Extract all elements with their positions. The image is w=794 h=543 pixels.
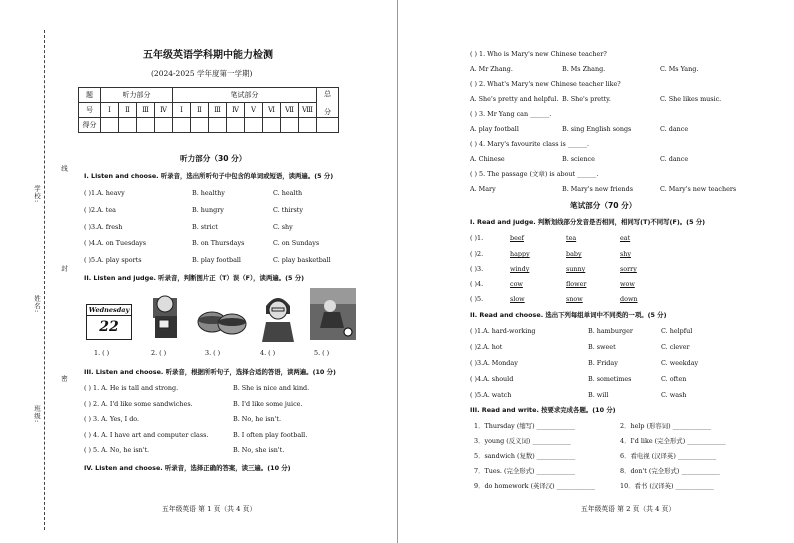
word: baby (566, 250, 582, 258)
section-3-heading: III. Listen and choose. 听录音，根据所听句子，选择合适的答语，读两遍。(10 分) (84, 368, 336, 376)
word: beef (510, 234, 525, 242)
table-num: Ⅲ (209, 103, 227, 118)
word: slow (510, 295, 525, 303)
question: ( ) 4. A. I have art and computer class. (84, 431, 209, 439)
option: C. shy (273, 223, 293, 231)
answer-blank[interactable]: 5. ( ) (314, 349, 330, 357)
option: C. dance (660, 125, 689, 133)
question: ( )2. (470, 250, 484, 258)
question: ( ) 2. A. I'd like some sandwiches. (84, 400, 193, 408)
page-title: 五年级英语学科期中能力检测 (143, 50, 273, 61)
question: ( ) 1. A. He is tall and strong. (84, 384, 179, 392)
option: A. Mr Zhang. (470, 65, 513, 73)
score-table (78, 87, 339, 133)
page-footer: 五年级英语 第 1 页（共 4 页） (162, 505, 257, 513)
question: ( ) 5. A. No, he isn't. (84, 446, 150, 454)
option: A. She's pretty and helpful. (470, 95, 559, 103)
option: B. I often play football. (233, 431, 308, 439)
score-cell[interactable] (299, 118, 317, 133)
option: C. health (273, 189, 303, 197)
answer-blank[interactable]: 2. ( ) (151, 349, 167, 357)
option: B. strict (192, 223, 218, 231)
option: B. on Thursdays (192, 239, 245, 247)
score-cell[interactable] (191, 118, 209, 133)
calendar-picture (86, 304, 132, 340)
option: B. I'd like some juice. (233, 400, 303, 408)
table-num: Ⅵ (263, 103, 281, 118)
writing-header: 笔试部分（70 分） (570, 201, 637, 210)
question: ( ) 1. Who is Mary's new Chinese teacher? (470, 50, 607, 58)
table-num: Ⅱ (191, 103, 209, 118)
answer-blank[interactable]: 4. ( ) (260, 349, 276, 357)
answer-blank[interactable]: 3. ( ) (205, 349, 221, 357)
table-num: Ⅰ (101, 103, 119, 118)
question: ( )1. (470, 234, 484, 242)
fill-item[interactable]: 6．看电视 (汉译英) ____________ (620, 452, 717, 460)
option: C. often (661, 375, 687, 383)
word: sorry (620, 265, 637, 273)
word: flower (566, 280, 587, 288)
table-listening: 听力部分 (101, 88, 173, 103)
option: B. She is nice and kind. (233, 384, 310, 392)
table-num: Ⅰ (173, 103, 191, 118)
option: B. She's pretty. (562, 95, 611, 103)
word: tea (566, 234, 577, 242)
word: windy (510, 265, 530, 273)
option: C. dance (660, 155, 689, 163)
question: ( )1.A. heavy (84, 189, 125, 197)
question: ( ) 3. Mr Yang can ______. (470, 110, 552, 118)
fill-item[interactable]: 9．do homework (英译汉) ____________ (474, 482, 596, 490)
word: cow (510, 280, 523, 288)
score-cell[interactable] (317, 118, 339, 133)
question: ( ) 5. The passage (文章) is about ______. (470, 170, 599, 178)
score-cell[interactable] (173, 118, 191, 133)
writing-2-heading: II. Read and choose. 选出下列每组单词中不同类的一项。(5 分) (470, 311, 667, 319)
option: B. hamburger (588, 327, 633, 335)
question: ( ) 3. A. Yes, I do. (84, 415, 140, 423)
option: C. weekday (661, 359, 699, 367)
option: C. Ms Yang. (660, 65, 699, 73)
score-cell[interactable] (209, 118, 227, 133)
word: wow (620, 280, 635, 288)
option: B. sometimes (588, 375, 632, 383)
calendar-day: Wednesday (88, 306, 130, 314)
question: ( )3. (470, 265, 484, 273)
table-head-1: 题 (79, 88, 101, 103)
score-cell[interactable] (101, 118, 119, 133)
score-cell[interactable] (281, 118, 299, 133)
sandwiches-picture (196, 302, 248, 340)
score-cell[interactable] (155, 118, 173, 133)
option: C. clever (661, 343, 690, 351)
writing-3-heading: III. Read and write. 按要求完成各题。(10 分) (470, 406, 616, 414)
fill-item[interactable]: 7．Tues. (完全形式) ____________ (474, 467, 575, 475)
option: C. wash (661, 391, 687, 399)
word: down (620, 295, 638, 303)
question: ( )5.A. watch (470, 391, 512, 399)
fill-item[interactable]: 8．don't (完全形式) ____________ (620, 467, 720, 475)
option: C. She likes music. (660, 95, 722, 103)
option: B. Ms Zhang. (562, 65, 606, 73)
teacher-picture (258, 290, 298, 342)
option: B. No, he isn't. (233, 415, 281, 423)
question: ( )2.A. tea (84, 206, 116, 214)
table-head-2: 号 (79, 103, 101, 118)
score-cell[interactable] (137, 118, 155, 133)
option: C. thirsty (273, 206, 303, 214)
binding-line (44, 30, 45, 530)
section-4-heading: IV. Listen and choose. 听录音，选择正确的答案，读三遍。(10 分) (84, 464, 291, 472)
section-1-heading: I. Listen and choose. 听录音，选出所听句子中包含的单词或短语，读两遍。(5 分) (84, 172, 334, 180)
table-num: Ⅲ (137, 103, 155, 118)
question: ( )5. (470, 295, 484, 303)
fill-item[interactable]: 3．young (反义词) ____________ (474, 437, 571, 445)
table-num: Ⅱ (119, 103, 137, 118)
mark-line: 线 (60, 165, 68, 173)
word: eat (620, 234, 631, 242)
question: ( )1.A. hard-working (470, 327, 536, 335)
score-cell[interactable] (263, 118, 281, 133)
option: B. hungry (192, 206, 224, 214)
fill-item[interactable]: 2．help (形容词) ____________ (620, 422, 712, 430)
option: C. Mary's new teachers (660, 185, 737, 193)
question: ( )5.A. play sports (84, 256, 142, 264)
word: sunny (566, 265, 586, 273)
class-label: 班级: (33, 405, 41, 424)
question: ( )2.A. hot (470, 343, 503, 351)
table-num: Ⅴ (245, 103, 263, 118)
question: ( ) 2. What's Mary's new Chinese teacher like? (470, 80, 621, 88)
section-2-heading: II. Listen and judge. 听录音，判断图片正（T）误（F），读两遍。(5 分) (84, 274, 305, 282)
fill-item[interactable]: 5．sandwich (复数) ____________ (474, 452, 576, 460)
option: A. Chinese (470, 155, 505, 163)
table-num: Ⅷ (299, 103, 317, 118)
question: ( ) 4. Mary's favourite class is ______. (470, 140, 590, 148)
option: B. Friday (588, 359, 618, 367)
page-subtitle: (2024-2025 学年度第一学期) (151, 69, 253, 78)
word: shy (620, 250, 632, 258)
option: B. play football (192, 256, 241, 264)
question: ( )3.A. fresh (84, 223, 123, 231)
table-score-label: 得分 (79, 118, 101, 133)
boy-football-picture (310, 288, 356, 340)
mark-secret: 密 (60, 375, 68, 383)
table-writing: 笔试部分 (173, 88, 317, 103)
word: snow (566, 295, 583, 303)
table-num: Ⅶ (281, 103, 299, 118)
question: ( )3.A. Monday (470, 359, 518, 367)
answer-blank[interactable]: 1. ( ) (94, 349, 110, 357)
word: happy (510, 250, 530, 258)
option: A. play football (470, 125, 519, 133)
option: C. on Sundays (273, 239, 320, 247)
question: ( )4.A. on Tuesdays (84, 239, 147, 247)
writing-1-heading: I. Read and judge. 判断划线部分发音是否相同，相同写(T)不同写(F)。(5 分) (470, 218, 706, 226)
calendar-date: 22 (99, 319, 119, 335)
option: C. helpful (661, 327, 693, 335)
fill-item[interactable]: 1．Thursday (缩写) ____________ (474, 422, 575, 430)
listening-header: 听力部分（30 分） (180, 154, 247, 163)
school-label: 学校: (33, 185, 41, 204)
fill-item[interactable]: 10．看书 (汉译英) ____________ (620, 482, 714, 490)
option: B. science (562, 155, 595, 163)
table-total: 总 分 (317, 88, 339, 118)
fill-item[interactable]: 4．I'd like (完全形式) ____________ (620, 437, 726, 445)
question: ( )4. (470, 280, 484, 288)
option: A. Mary (470, 185, 496, 193)
table-num: Ⅳ (155, 103, 173, 118)
option: B. Mary's new friends (562, 185, 633, 193)
score-cell[interactable] (227, 118, 245, 133)
option: B. healthy (192, 189, 225, 197)
option: B. will (588, 391, 609, 399)
boy-eating-picture (145, 290, 187, 340)
score-cell[interactable] (119, 118, 137, 133)
score-cell[interactable] (245, 118, 263, 133)
page-2 (397, 0, 794, 543)
option: B. No, she isn't. (233, 446, 285, 454)
table-num: Ⅳ (227, 103, 245, 118)
option: B. sweet (588, 343, 616, 351)
name-label: 姓名: (33, 295, 41, 314)
question: ( )4.A. should (470, 375, 514, 383)
option: C. play basketball (273, 256, 331, 264)
page-footer: 五年级英语 第 2 页（共 4 页） (581, 505, 676, 513)
mark-seal: 封 (60, 265, 68, 273)
option: B. sing English songs (562, 125, 632, 133)
